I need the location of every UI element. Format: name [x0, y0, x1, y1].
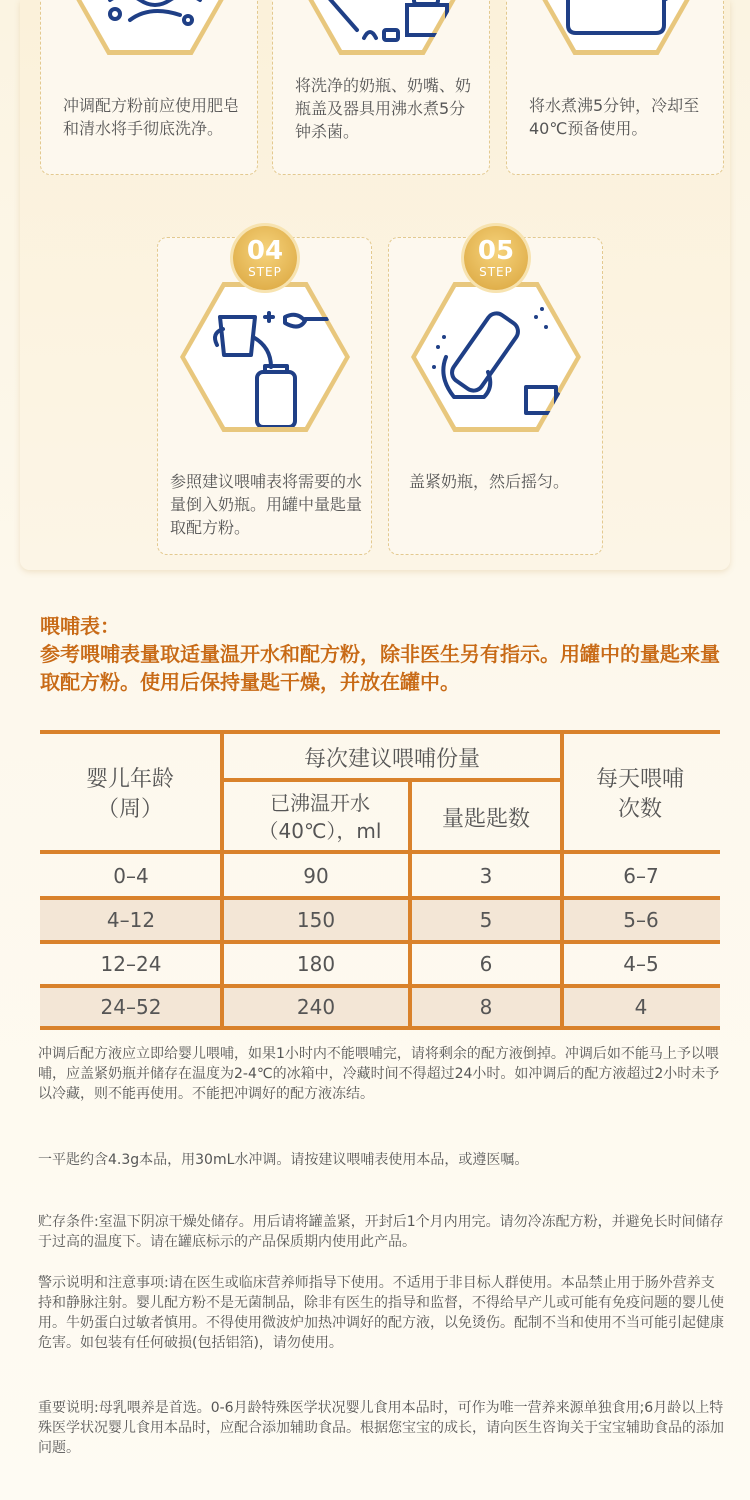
row-4-water: 240 — [296, 995, 336, 1019]
step-card-03 — [506, 0, 724, 175]
row-1-times: 6–7 — [623, 864, 659, 888]
step-04-text: 参照建议喂哺表将需要的水量倒入奶瓶。用罐中量匙量取配方粉。 — [170, 472, 363, 537]
step-03-hexagon — [531, 0, 701, 55]
step-05-number: 05 — [477, 236, 515, 266]
pour-water-icon — [185, 287, 345, 427]
row-3-age: 12–24 — [100, 952, 162, 976]
note-storage: 贮存条件:室温下阴凉干燥处储存。用后请将罐盖紧，开封后1个月内用完。请勿冷冻配方粉，并避免长时间储存于过高的温度下。请在罐底标示的产品保质期内使用此产品。 — [38, 1214, 724, 1250]
row-3-times: 4–5 — [623, 952, 659, 976]
feeding-intro: 参考喂哺表量取适量温开水和配方粉，除非医生另有指示。用罐中的量匙来量取配方粉。使用后保持量匙干燥，并放在罐中。 — [40, 642, 720, 694]
step-05-text: 盖紧奶瓶，然后摇匀。 — [409, 472, 570, 491]
row-1-scoops: 3 — [479, 864, 493, 888]
row-3-water: 180 — [296, 952, 336, 976]
head-serving: 每次建议喂哺份量 — [303, 746, 480, 772]
step-04-hexagon — [180, 282, 350, 432]
feeding-title: 喂哺表： — [40, 614, 120, 638]
step-02-hexagon — [297, 0, 467, 55]
row-2-water: 150 — [296, 908, 336, 932]
row-2-scoops: 5 — [479, 908, 493, 932]
step-05-label: STEP — [479, 265, 513, 279]
step-04-number: 04 — [246, 236, 284, 266]
step-04-badge — [233, 226, 297, 290]
head-age: 婴儿年龄（周） — [85, 767, 174, 822]
step-04-label: STEP — [248, 265, 282, 279]
row-4-scoops: 8 — [479, 995, 493, 1019]
row-1-age: 0–4 — [113, 864, 149, 888]
step-03-text: 将水煮沸5分钟，冷却至40℃预备使用。 — [529, 96, 700, 138]
row-2-age: 4–12 — [106, 908, 156, 932]
step-05-badge — [464, 226, 528, 290]
note-storage-after-mix: 冲调后配方液应立即给婴儿喂哺，如果1小时内不能喂哺完，请将剩余的配方液倒掉。冲调后如不能马上予以喂哺，应盖紧奶瓶并储存在温度为2-4℃的冰箱中，冷藏时间不得超过24小时。如冲调后的配方液超过2小时未予以冷藏，则不能再使用。不能把冲调好的配方液冻结。 — [38, 1046, 720, 1102]
shake-bottle-icon — [416, 287, 576, 427]
head-water: 已沸温开水（40℃），ml — [258, 791, 382, 843]
note-scoop: 一平匙约含4.3g本品，用30mL水冲调。请按建议喂哺表使用本品，或遵医嘱。 — [38, 1152, 529, 1168]
row-3-scoops: 6 — [479, 952, 493, 976]
step-01-hexagon — [65, 0, 235, 55]
feeding-title-block — [40, 612, 730, 696]
note-important: 重要说明:母乳喂养是首选。0-6月龄特殊医学状况婴儿食用本品时，可作为唯一营养来源单独食用;6月龄以上特殊医学状况婴儿食用本品时，应配合添加辅助食品。根据您宝宝的成长，请向医生咨询关于宝宝辅助食品的添加问题。 — [38, 1400, 724, 1456]
step-card-02 — [272, 0, 490, 175]
row-4-age: 24–52 — [100, 995, 162, 1019]
head-times: 每天喂哺次数 — [595, 767, 684, 822]
step-02-text: 将洗净的奶瓶、奶嘴、奶瓶盖及器具用沸水煮5分钟杀菌。 — [295, 76, 472, 141]
step-card-05 — [388, 237, 603, 555]
step-05-hexagon — [411, 282, 581, 432]
boiling-pot-icon — [536, 0, 696, 50]
hand-washing-icon — [70, 0, 230, 50]
step-card-01 — [40, 0, 258, 175]
feeding-table — [40, 730, 720, 1030]
boiling-bottle-icon — [302, 0, 462, 50]
head-scoops: 量匙匙数 — [441, 806, 530, 832]
row-1-water: 90 — [303, 864, 329, 888]
note-warning: 警示说明和注意事项:请在医生或临床营养师指导下使用。不适用于非目标人群使用。本品禁止用于肠外营养支持和静脉注射。婴儿配方粉不是无菌制品，除非有医生的指导和监督，不得给早产儿或可能有免疫问题的婴儿使用。牛奶蛋白过敏者慎用。不得使用微波炉加热冲调好的配方液，以免烫伤。配制不当和使用不当可能引起健康危害。如包装有任何破损(包括铝箔)，请勿使用。 — [38, 1275, 724, 1351]
row-2-times: 5–6 — [623, 908, 659, 932]
step-01-text: 冲调配方粉前应使用肥皂和清水将手彻底洗净。 — [63, 96, 240, 138]
step-card-04 — [157, 237, 372, 555]
row-4-times: 4 — [634, 995, 648, 1019]
